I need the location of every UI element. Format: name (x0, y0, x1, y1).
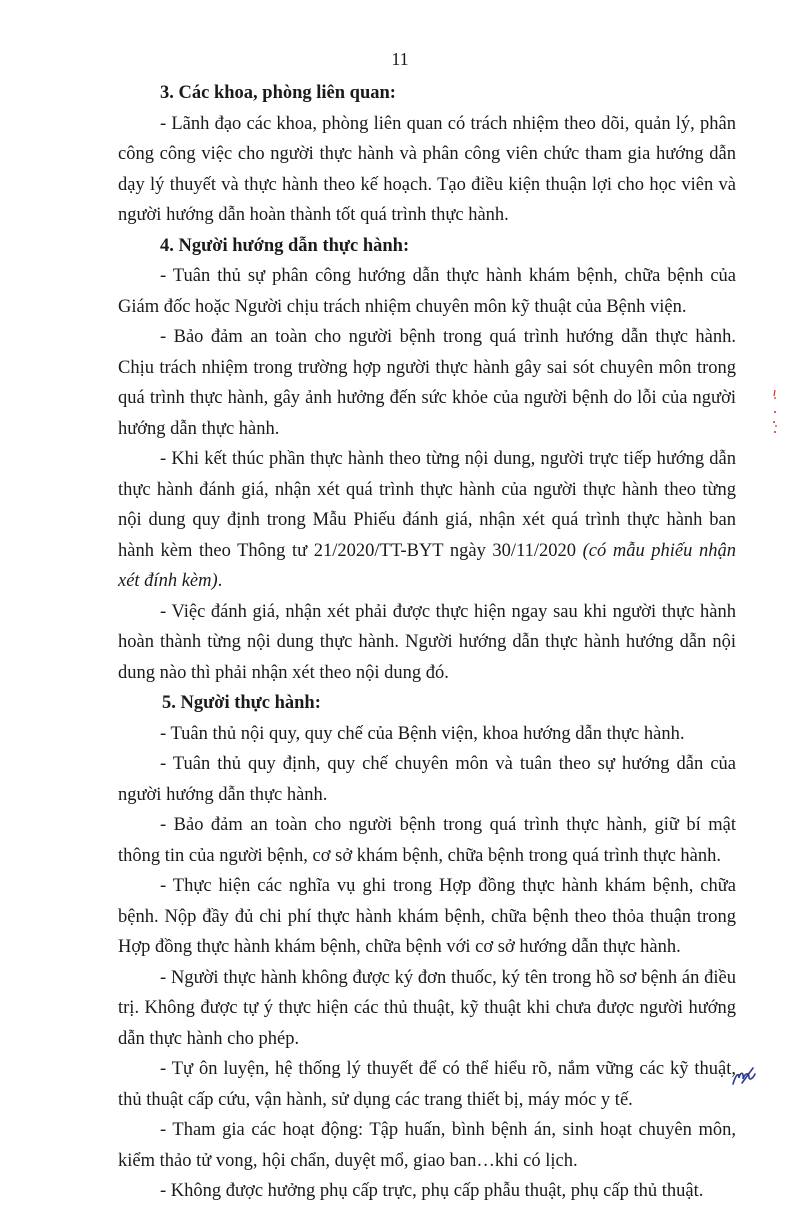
paragraph: - Thực hiện các nghĩa vụ ghi trong Hợp đồng thực hành khám bệnh, chữa bệnh. Nộp đầy đủ chi phí thực hành khám bệnh, chữa bệnh theo thỏa thuận trong Hợp đồng thực hành khám bệnh, chữa bệnh với cơ sở hướng dẫn thực hành. (118, 876, 736, 957)
signature-initial-mark (730, 1062, 758, 1090)
section-heading-4: 4. Người hướng dẫn thực hành: (160, 235, 410, 256)
section-heading-5: 5. Người thực hành: (162, 693, 321, 713)
margin-stamp-mark (768, 388, 782, 442)
paragraph: - Bảo đảm an toàn cho người bệnh trong quá trình hướng dẫn thực hành. Chịu trách nhiệm trong trường hợp người thực hành gây sai sót chuyên môn trong quá trình thực hành, gây ảnh hưởng đến sức khỏe của người bệnh do lỗi của người hướng dẫn thực hành. (118, 327, 736, 439)
paragraph: - Bảo đảm an toàn cho người bệnh trong quá trình thực hành, giữ bí mật thông tin của người bệnh, cơ sở khám bệnh, chữa bệnh trong quá trình thực hành. (118, 815, 736, 866)
section-heading-3: 3. Các khoa, phòng liên quan: (160, 83, 396, 103)
paragraph-text: - Khi kết thúc phần thực hành theo từng nội dung, người trực tiếp hướng dẫn thực hành đánh giá, nhận xét quá trình thực hành của người thực hành theo từng nội dung quy định trong Mẫu Phiếu đánh giá, nhận xét quá trình thực hành ban hành kèm theo Thông tư 21/2020/TT-BYT ngày 30/11/2020 (118, 449, 736, 561)
paragraph: - Tuân thủ sự phân công hướng dẫn thực hành khám bệnh, chữa bệnh của Giám đốc hoặc Người chịu trách nhiệm chuyên môn kỹ thuật của Bệnh viện. (118, 266, 736, 317)
page-number: 11 (391, 49, 409, 69)
paragraph: - Tự ôn luyện, hệ thống lý thuyết để có thể hiểu rõ, nắm vững các kỹ thuật, thủ thuật cấp cứu, vận hành, sử dụng các trang thiết bị, máy móc y tế. (118, 1059, 736, 1110)
paragraph: - Tuân thủ quy định, quy chế chuyên môn và tuân theo sự hướng dẫn của người hướng dẫn thực hành. (118, 754, 736, 805)
italic-note: (có mẫu phiếu nhận xét đính kèm) (118, 540, 736, 591)
paragraph: - Tham gia các hoạt động: Tập huấn, bình bệnh án, sinh hoạt chuyên môn, kiểm thảo tử vong, hội chẩn, duyệt mổ, giao ban…khi có lịch. (118, 1120, 736, 1171)
paragraph: - Tuân thủ nội quy, quy chế của Bệnh viện, khoa hướng dẫn thực hành. (160, 723, 685, 744)
paragraph: - Việc đánh giá, nhận xét phải được thực hiện ngay sau khi người thực hành hoàn thành từng nội dung thực hành. Người hướng dẫn thực hành hướng dẫn nội dung nào thì phải nhận xét theo nội dung đó. (118, 601, 736, 683)
italic-note-suffix: . (217, 571, 223, 591)
paragraph: - Người thực hành không được ký đơn thuốc, ký tên trong hồ sơ bệnh án điều trị. Không được tự ý thực hiện các thủ thuật, kỹ thuật khi chưa được người hướng dẫn thực hành cho phép. (118, 967, 736, 1049)
paragraph: - Không được hưởng phụ cấp trực, phụ cấp phẫu thuật, phụ cấp thủ thuật. (160, 1181, 704, 1201)
paragraph: - Lãnh đạo các khoa, phòng liên quan có trách nhiệm theo dõi, quản lý, phân công công việc cho người thực hành và phân công viên chức tham gia hướng dẫn dạy lý thuyết và thực hành theo kế hoạch. Tạo điều kiện thuận lợi cho học viên và người hướng dẫn hoàn thành tốt quá trình thực hành. (118, 113, 736, 225)
document-body (118, 78, 736, 1207)
paragraph (118, 444, 736, 597)
